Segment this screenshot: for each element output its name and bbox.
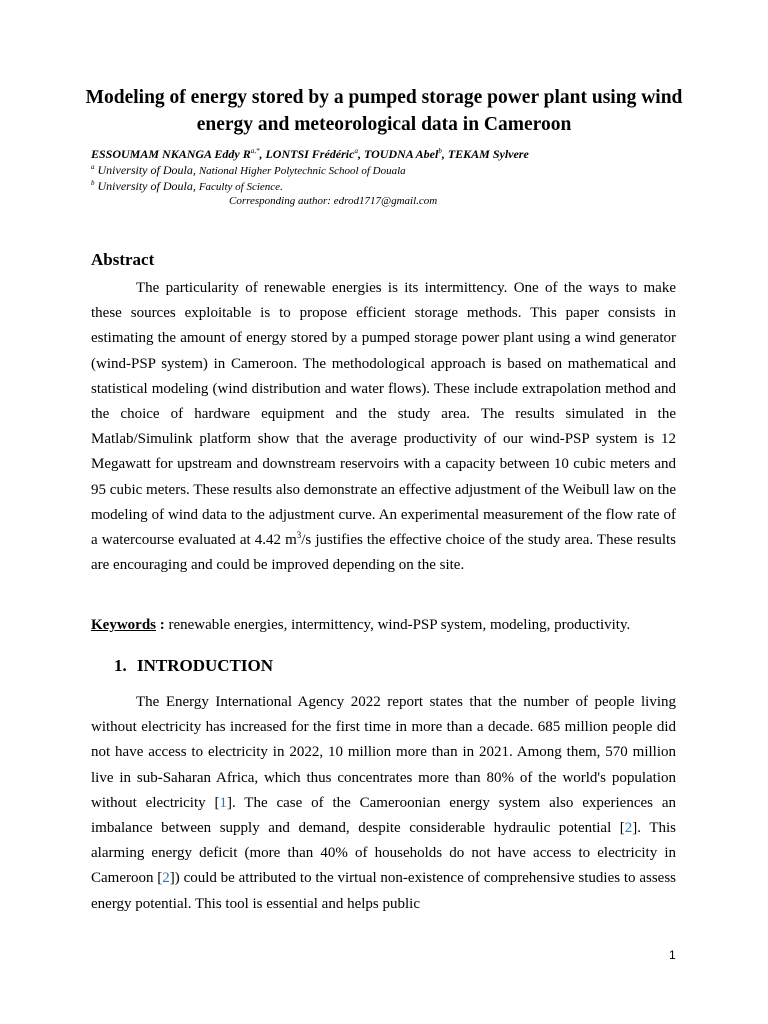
author-name: LONTSI Frédéric [265,147,355,161]
section-heading-introduction [114,655,273,677]
author-affiliation-mark: a [354,147,358,155]
paper-title: Modeling of energy stored by a pumped storage power plant using wind energy and meteorological data in Cameroon [85,87,683,135]
abstract-heading: Abstract [91,250,155,269]
author-separator: , [441,147,448,161]
abstract-superscript: 3 [296,530,302,541]
keywords-line [91,614,676,636]
abstract-text-end: /s justifies the effective choice of the study area. These results are encouraging and could be improved depending on the site. [91,532,676,574]
introduction-text: ]. The case of the Cameroonian energy system also experiences an imbalance between supply and demand, despite considerable hydraulic potential [ [91,794,676,837]
corresponding-author: Corresponding author: edrod1717@gmail.com [229,195,438,207]
author-name: ESSOUMAM NKANGA Eddy R [91,147,251,161]
affiliation-mark: a [91,163,95,171]
citation-link[interactable]: 1 [219,794,227,811]
section-title: INTRODUCTION [137,656,274,675]
affiliation-university: University of Doula, [97,163,196,177]
keywords-label: Keywords [91,617,156,633]
abstract-text: The particularity of renewable energies is its intermittency. One of the ways to make these sources exploitable is to propose efficient storage methods. This paper consists in estimating the amount of energy stored by a pumped storage power plant using a wind generator (wind-PSP system) in Cameroon. The methodological approach is based on mathematical and statistical modeling (wind distribution and water flows). These include extrapolation method and the choice of hardware equipment and the study area. The results simulated in the Matlab/Simulink platform show that the average productivity of our wind-PSP system is 12 Megawatt for upstream and downstream reservoirs with a capacity between 10 cubic meters and 95 cubic meters. These results also demonstrate an effective adjustment of the Weibull law on the modeling of wind data to the adjustment curve. An experimental measurement of the flow rate of a watercourse evaluated at 4.42 m [91,280,676,549]
author-separator: , [357,147,364,161]
abstract-paragraph [91,276,676,578]
affiliation-university: University of Doula, [97,179,196,193]
affiliation-mark: b [91,179,95,187]
affiliation-detail: National Higher Polytechnic School of Douala [198,165,406,177]
affiliation-a [91,162,691,179]
section-number: 1. [114,656,127,675]
introduction-paragraph [91,690,676,922]
keywords-text: renewable energies, intermittency, wind-PSP system, modeling, productivity. [164,617,631,633]
author-list [91,146,691,162]
author-name: TEKAM Sylvere [447,147,529,161]
keywords-colon: : [156,617,165,633]
author-separator: , [259,147,266,161]
citation-link[interactable]: 2 [624,820,633,837]
introduction-text: ]) could be attributed to the virtual non-existence of comprehensive studies to assess energy potential. This tool is essential and helps public [91,870,676,912]
citation-link[interactable]: 2 [162,870,170,887]
author-affiliation-mark: b [438,147,442,155]
author-name: TOUDNA Abel [363,147,439,161]
introduction-text: The Energy International Agency 2022 report states that the number of people living without electricity has increased for the first time in more than a decade. 685 million people did not have access to electricity in 2022, 10 million more than in 2021. Among them, 570 million live in sub-Saharan Africa, which thus concentrates more than 80% of the world's population without electricity [ [91,694,676,811]
introduction-text: ]. This alarming energy deficit (more than 40% of households do not have access to electricity in Cameroon [ [91,820,676,887]
page-number: 1 [669,948,676,962]
affiliation-detail: Faculty of Science. [198,181,283,193]
author-affiliation-mark: a,* [250,147,260,155]
